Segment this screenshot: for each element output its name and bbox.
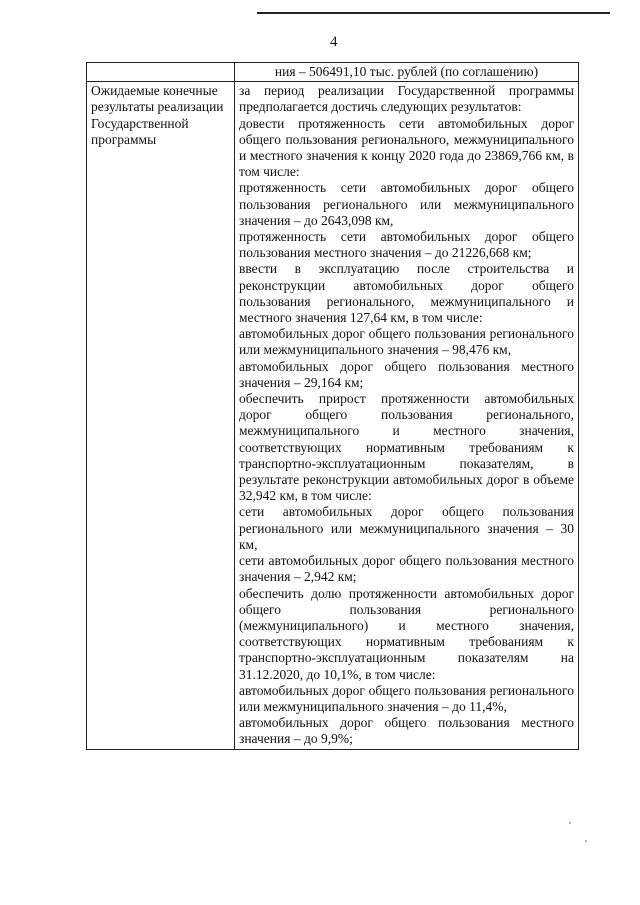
previous-row-tail: ния – 506491,10 тыс. рублей (по соглашению) — [235, 63, 579, 82]
top-rule — [257, 12, 610, 14]
results-paragraph: сети автомобильных дорог общего пользования регионального или межмуниципального значения – 30 км, — [239, 504, 574, 552]
results-paragraph: протяженность сети автомобильных дорог общего пользования местного значения – до 21226,668 км; — [239, 229, 574, 261]
results-paragraph: ввести в эксплуатацию после строительства и реконструкции автомобильных дорог общего пользования регионального, межмуниципального и местного значения 127,64 км, в том числе: — [239, 261, 574, 326]
results-paragraph: автомобильных дорог общего пользования регионального или межмуниципального значения – 98,476 км, — [239, 326, 574, 358]
row-label: Ожидаемые конечные результаты реализации Государственной программы — [87, 82, 235, 749]
results-paragraph: за период реализации Государственной программы предполагается достичь следующих результатов: — [239, 83, 574, 115]
results-paragraph: протяженность сети автомобильных дорог общего пользования регионального или межмуниципального значения – до 2643,098 км, — [239, 180, 574, 228]
page-number: 4 — [330, 34, 338, 50]
results-paragraph: довести протяженность сети автомобильных дорог общего пользования регионального, межмуниципального и местного значения к концу 2020 года до 23869,766 км, в том числе: — [239, 115, 574, 180]
results-paragraph: автомобильных дорог общего пользования местного значения – до 9,9%; — [239, 715, 574, 747]
results-paragraph: сети автомобильных дорог общего пользования местного значения – 2,942 км; — [239, 553, 574, 585]
results-paragraph: автомобильных дорог общего пользования регионального или межмуниципального значения – до 11,4%, — [239, 682, 574, 714]
scan-speck — [569, 822, 571, 824]
results-cell — [235, 82, 579, 749]
results-paragraph: автомобильных дорог общего пользования местного значения – 29,164 км; — [239, 358, 574, 390]
table-row-expected-results — [87, 82, 579, 749]
table-row-previous — [87, 63, 579, 82]
results-paragraph: обеспечить прирост протяженности автомобильных дорог общего пользования регионального, межмуниципального и местного значения, соответствующих нормативным требованиям к транспортно-эксплуатационным показателям, в результате реконструкции автомобильных дорог в объеме 32,942 км, в том числе: — [239, 391, 574, 504]
program-passport-table — [86, 62, 579, 750]
empty-label-cell — [87, 63, 235, 82]
results-paragraph: обеспечить долю протяженности автомобильных дорог общего пользования регионального (межмуниципального) и местного значения, соответствующих нормативным требованиям к транспортно-эксплуатационным показателям на 31.12.2020, до 10,1%, в том числе: — [239, 585, 574, 682]
scan-speck — [585, 840, 587, 842]
